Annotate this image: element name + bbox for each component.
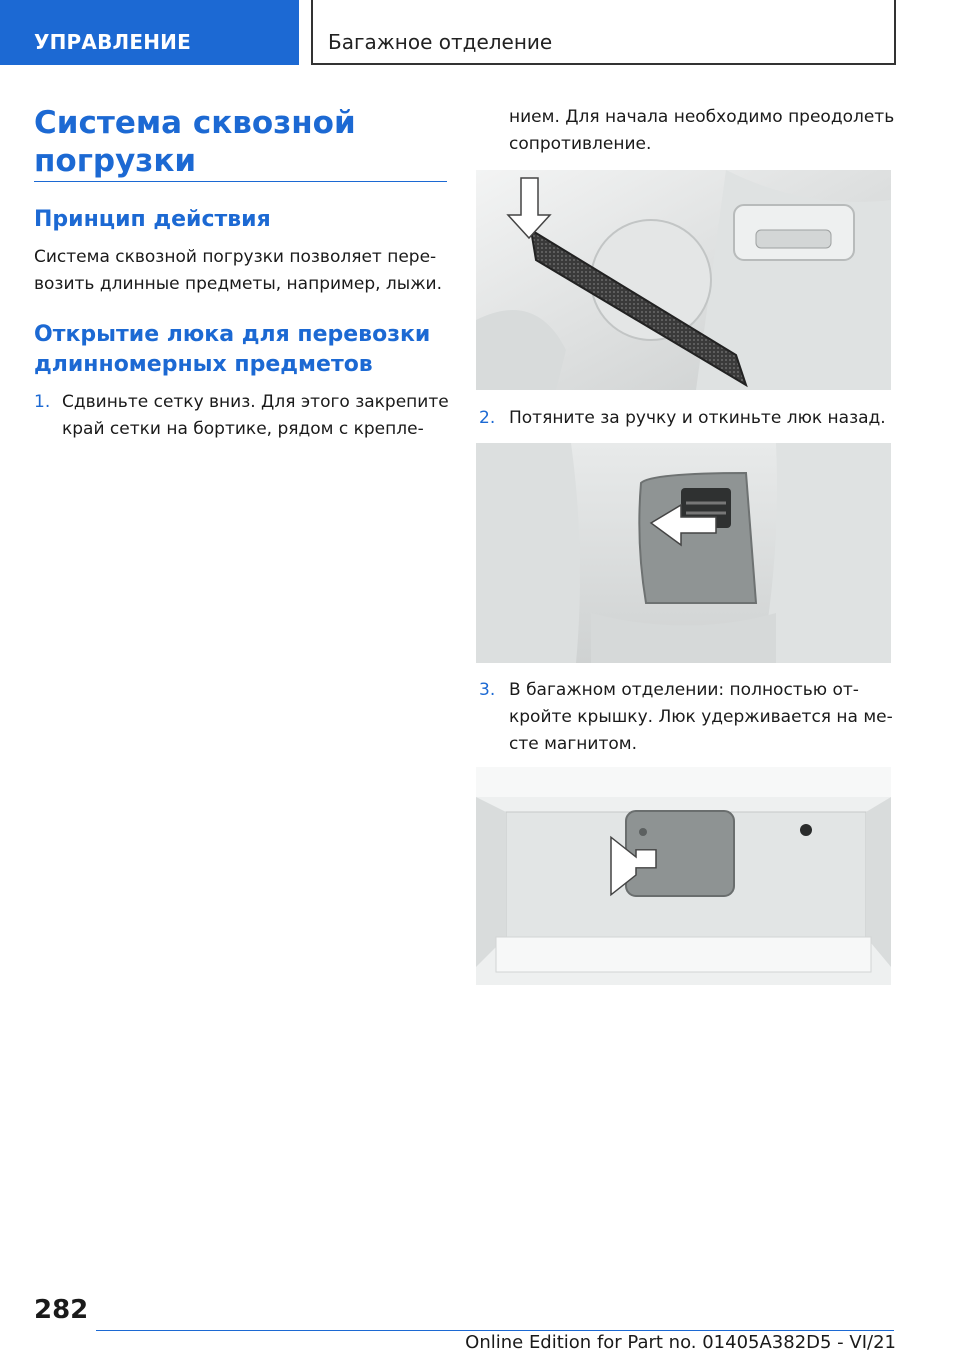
step-number: 2. xyxy=(479,408,496,428)
hatch-handle-illustration xyxy=(476,443,891,663)
step-3-line-3: сте магнитом. xyxy=(509,734,637,754)
step-1-line-4: сопротивление. xyxy=(509,134,652,154)
page-number: 282 xyxy=(34,1295,89,1325)
section-tab: УПРАВЛЕНИЕ xyxy=(0,0,299,65)
trunk-hatch-illustration xyxy=(476,767,891,985)
step-1-line-2: край сетки на бортике, рядом с крепле- xyxy=(62,419,424,439)
principle-text-line-2: возить длинные предметы, например, лыжи. xyxy=(34,274,442,294)
step-1-line-3: нием. Для начала необходимо преодолеть xyxy=(509,107,895,127)
principle-text-line-1: Система сквозной погрузки позволяет пере- xyxy=(34,247,437,267)
step-3-line-2: кройте крышку. Люк удерживается на ме- xyxy=(509,707,893,727)
page-title: Система сквозной погрузки xyxy=(34,105,356,179)
step-3-line-1: В багажном отделении: полностью от- xyxy=(509,680,859,700)
chapter-title: Багажное отделение xyxy=(311,0,896,65)
opening-heading: Открытие люка для перевозки длинномерных предметов xyxy=(34,322,431,377)
step-number: 1. xyxy=(34,392,51,412)
edition-footer: Online Edition for Part no. 01405A382D5 - VI/21 xyxy=(465,1332,896,1353)
step-1-line-1: Сдвиньте сетку вниз. Для этого закрепите xyxy=(62,392,449,412)
net-illustration xyxy=(476,170,891,390)
step-number: 3. xyxy=(479,680,496,700)
principle-heading: Принцип действия xyxy=(34,207,271,232)
step-2-line-1: Потяните за ручку и откиньте люк назад. xyxy=(509,408,886,428)
title-divider xyxy=(34,181,447,182)
